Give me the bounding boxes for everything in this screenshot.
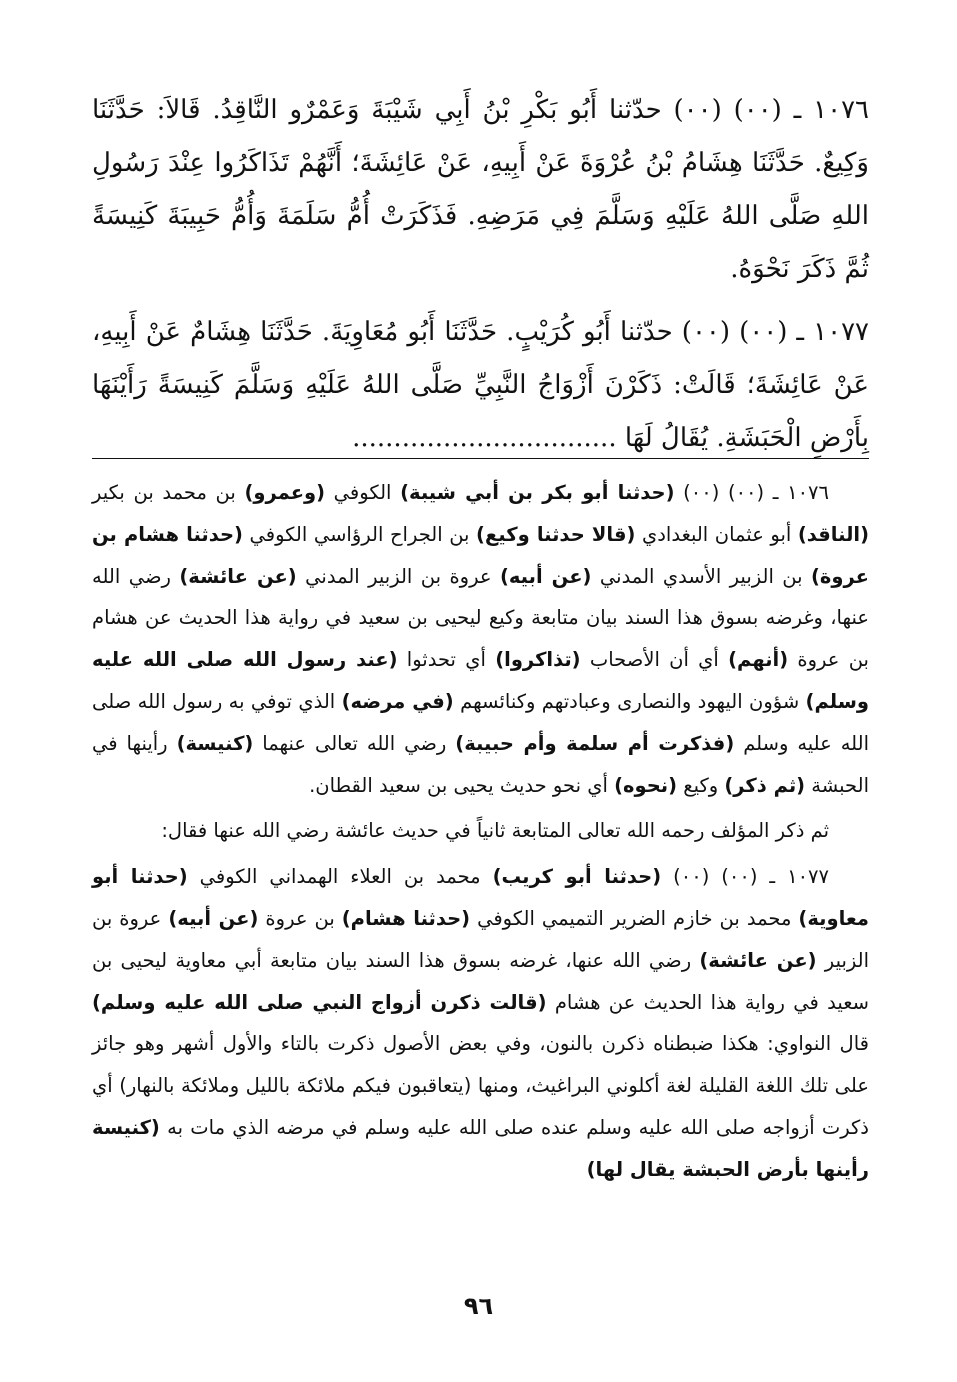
commentary-transition: ثم ذكر المؤلف رحمه الله تعالى المتابعة ثانياً في حديث عائشة رضي الله عنها فقال: <box>161 819 829 843</box>
hadith-1077: ١٠٧٧ ـ (٠٠) (٠٠) حدّثنا أَبُو كُرَيْبٍ. حَدَّثَنَا أَبُو مُعَاوِيَةَ. حَدَّثَنَا هِشَامٌ عَنْ أَبِيهِ، عَنْ عَائِشَةَ؛ قَالَتْ: ذَكَرْنَ أَزْوَاجُ النَّبِيِّ صَلَّى اللهُ عَلَيْهِ وَسَلَّمَ كَنِيسَةً رَأَيْنَهَا بِأَرْضِ الْحَبَشَةِ. يُقَالُ لَهَا ................................ <box>92 317 869 453</box>
hadith-1076: ١٠٧٦ ـ (٠٠) (٠٠) حدّثنا أَبُو بَكْرِ بْنُ أَبِي شَيْبَةَ وَعَمْرٌو النَّاقِدُ. قَالاَ: حَدَّثَنَا وَكِيعٌ. حَدَّثَنَا هِشَامُ بْنُ عُرْوَةَ عَنْ أَبِيهِ، عَنْ عَائِشَةَ؛ أَنَّهُمْ تَذَاكَرُوا عِنْدَ رَسُولِ اللهِ صَلَّى اللهُ عَلَيْهِ وَسَلَّمَ فِي مَرَضِهِ. فَذَكَرَتْ أُمُّ سَلَمَةَ وَأُمُّ حَبِيبَةَ كَنِيسَةً ثُمَّ ذَكَرَ نَحْوَهُ. <box>92 95 869 284</box>
footnote-divider <box>92 458 869 459</box>
commentary-1076: ١٠٧٦ ـ (٠٠) (٠٠) (حدثنا أبو بكر بن أبي شيبة) الكوفي (وعمرو) بن محمد بن بكير (الناقد) أبو عثمان البغدادي (قالا حدثنا وكيع) بن الجراح الرؤاسي الكوفي (حدثنا هشام بن عروة) بن الزبير الأسدي المدني (عن أبيه) عروة بن الزبير المدني (عن عائشة) رضي الله عنها، وغرضه بسوق هذا السند بيان متابعة وكيع ليحيى بن سعيد في رواية هذا الحديث عن هشام بن عروة (أنهم) أي أن الأصحاب (تذاكروا) أي تحدثوا (عند رسول الله صلى الله عليه وسلم) شؤون اليهود والنصارى وعبادتهم وكنائسهم (في مرضه) الذي توفي به رسول الله صلى الله عليه وسلم (فذكرت أم سلمة وأم حبيبة) رضي الله تعالى عنهما (كنيسة) رأينها في الحبشة (ثم ذكر) وكيع (نحوه) أي نحو حديث يحيى بن سعيد القطان. <box>92 481 869 797</box>
page-number: ٩٦ <box>463 1292 494 1320</box>
hadith-text <box>92 84 869 475</box>
commentary <box>92 472 869 1195</box>
commentary-1077: ١٠٧٧ ـ (٠٠) (٠٠) (حدثنا أبو كريب) محمد بن العلاء الهمداني الكوفي (حدثنا أبو معاوية) محمد بن خازم الضرير التميمي الكوفي (حدثنا هشام) بن عروة (عن أبيه) عروة بن الزبير (عن عائشة) رضي الله عنها، غرضه بسوق هذا السند بيان متابعة أبي معاوية ليحيى بن سعيد في رواية هذا الحديث عن هشام (قالت ذكرن أزواج النبي صلى الله عليه وسلم) قال النواوي: هكذا ضبطناه ذكرن بالنون، وفي بعض الأصول ذكرت بالتاء والأول أشهر وهو جائز على تلك اللغة القليلة لغة أكلوني البراغيث، ومنها (يتعاقبون فيكم ملائكة بالليل وملائكة بالنهار) أي ذكرت أزواجه صلى الله عليه وسلم عنده صلى الله عليه وسلم في مرضه الذي مات به (كنيسة رأينها بأرض الحبشة يقال لها) <box>92 865 869 1181</box>
